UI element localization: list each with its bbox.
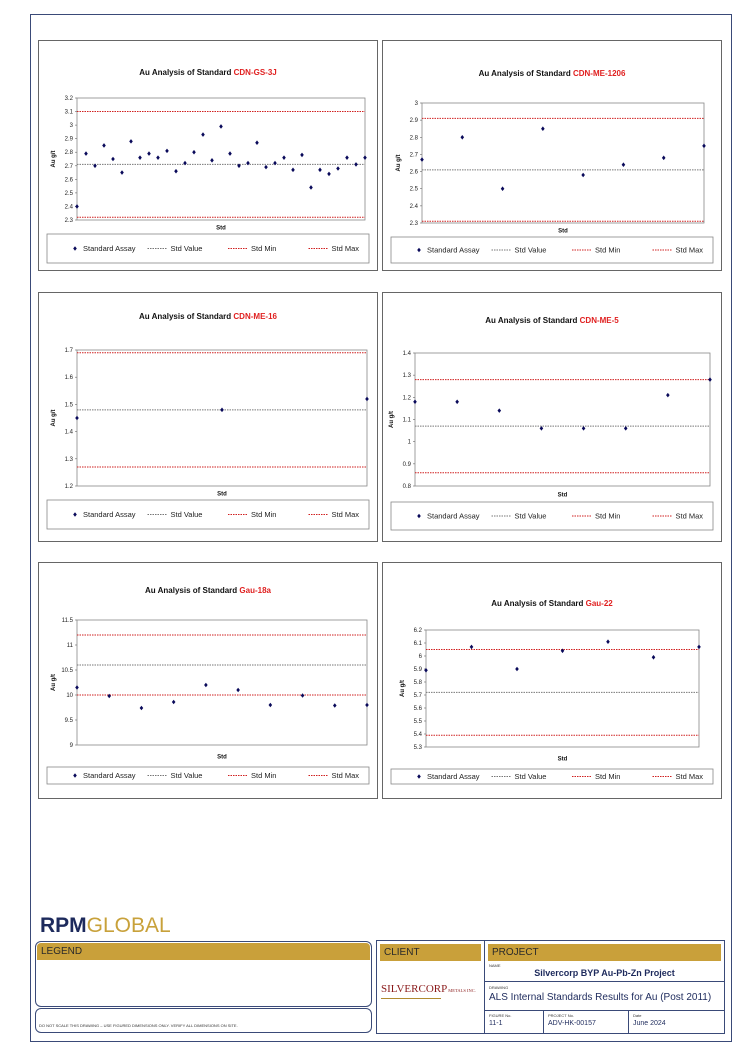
y-tick-label: 2.4 <box>64 204 73 211</box>
y-tick-label: 5.4 <box>413 732 422 738</box>
chart-title-standard: CDN-ME-5 <box>579 316 619 325</box>
legend-label-assay: Standard Assay <box>427 772 480 782</box>
y-tick-label: 6 <box>418 654 422 660</box>
y-tick-label: 1.5 <box>64 402 73 409</box>
y-tick-label: 11.5 <box>61 618 73 624</box>
chart <box>39 563 377 798</box>
plot-area <box>426 630 699 747</box>
legend-label-value: Std Value <box>514 245 547 255</box>
y-tick-label: 5.3 <box>413 745 422 751</box>
y-tick-label: 3.2 <box>64 96 73 102</box>
y-tick-label: 3 <box>414 101 418 107</box>
project-header: PROJECT <box>488 944 721 961</box>
title-block <box>376 940 725 1034</box>
date-value: June 2024 <box>633 1020 666 1027</box>
chart-panel-gau-22 <box>382 562 722 799</box>
y-tick-label: 5.5 <box>413 719 422 725</box>
y-tick-label: 2.7 <box>64 163 73 170</box>
legend-label-assay: Standard Assay <box>83 771 136 781</box>
y-tick-label: 2.3 <box>64 218 73 224</box>
y-axis-label: Au g/t <box>51 409 57 427</box>
legend-box <box>35 941 372 1007</box>
figure-label: FIGURE No. <box>489 1013 512 1018</box>
chart-panel-cdn-gs-3j <box>38 40 378 271</box>
chart-title-standard: CDN-GS-3J <box>233 68 277 77</box>
project-section <box>485 941 724 1033</box>
chart-title-prefix: Au Analysis of Standard <box>139 68 234 77</box>
y-tick-label: 2.5 <box>409 186 418 193</box>
x-axis-label: Std <box>216 225 226 232</box>
y-tick-label: 9 <box>69 743 73 749</box>
silvercorp-logo <box>381 979 476 999</box>
drawing-label: DRAWING <box>489 985 509 990</box>
plot-area <box>422 103 704 223</box>
chart-title <box>479 69 626 78</box>
chart-title-standard: CDN-ME-16 <box>233 312 277 321</box>
logo-text-b: GLOBAL <box>86 914 171 937</box>
logo-underline <box>381 998 441 999</box>
chart <box>39 293 377 541</box>
legend-label-max: Std Max <box>675 245 704 255</box>
legend-label-assay: Standard Assay <box>83 510 136 520</box>
client-header: CLIENT <box>380 944 481 961</box>
y-tick-label: 1.2 <box>402 395 411 402</box>
y-tick-label: 2.7 <box>409 152 418 159</box>
y-tick-label: 2.9 <box>64 136 73 143</box>
plot-area <box>77 98 365 220</box>
legend-label-value: Std Value <box>170 510 203 520</box>
project-number: ADV-HK-00157 <box>548 1020 596 1027</box>
name-label: NAME <box>489 963 501 968</box>
x-axis-label: Std <box>217 754 227 761</box>
y-tick-label: 6.2 <box>413 628 422 634</box>
legend-label-min: Std Min <box>251 771 277 781</box>
legend-label-min: Std Min <box>251 510 277 520</box>
legend-label-min: Std Min <box>595 772 621 782</box>
disclaimer-box <box>35 1008 372 1033</box>
y-axis-label: Au g/t <box>400 680 406 697</box>
y-tick-label: 0.8 <box>402 484 411 490</box>
figure-cell <box>485 1011 544 1034</box>
legend-label-max: Std Max <box>331 244 360 254</box>
rpm-global-logo <box>40 914 171 938</box>
legend-label-max: Std Max <box>331 771 360 781</box>
y-tick-label: 10.5 <box>61 668 73 674</box>
project-name: Silvercorp BYP Au-Pb-Zn Project <box>534 968 675 978</box>
x-axis-label: Std <box>558 228 568 235</box>
chart-title-prefix: Au Analysis of Standard <box>145 586 240 595</box>
chart-title <box>145 586 272 595</box>
chart-title <box>491 599 613 608</box>
legend-label-assay: Standard Assay <box>427 511 480 521</box>
y-tick-label: 5.6 <box>413 706 422 712</box>
client-section <box>377 941 485 1033</box>
y-tick-label: 5.7 <box>413 693 422 699</box>
chart-panel-cdn-me-1206 <box>382 40 722 271</box>
plot-area <box>415 353 710 486</box>
chart-title-prefix: Au Analysis of Standard <box>491 599 586 608</box>
legend-label-max: Std Max <box>675 772 704 782</box>
legend-label-min: Std Min <box>595 245 621 255</box>
client-logo-sub: METALS INC. <box>448 988 476 993</box>
chart-title <box>139 312 278 321</box>
chart <box>383 293 721 541</box>
y-tick-label: 1.6 <box>64 375 73 382</box>
legend-label-value: Std Value <box>514 772 547 782</box>
drawing-title: ALS Internal Standards Results for Au (Post 2011) <box>489 992 712 1003</box>
chart-panel-cdn-me-16 <box>38 292 378 542</box>
legend-label-min: Std Min <box>595 511 621 521</box>
project-number-label: PROJECT No. <box>548 1013 574 1018</box>
chart-panel-cdn-me-5 <box>382 292 722 542</box>
legend-label-value: Std Value <box>170 244 203 254</box>
y-tick-label: 5.9 <box>413 667 422 673</box>
y-tick-label: 6.1 <box>413 641 422 647</box>
y-tick-label: 9.5 <box>64 718 73 724</box>
y-tick-label: 2.5 <box>64 190 73 197</box>
y-axis-label: Au g/t <box>51 674 57 691</box>
chart-title-standard: Gau-22 <box>585 599 613 608</box>
y-tick-label: 2.6 <box>64 177 73 184</box>
chart-title-prefix: Au Analysis of Standard <box>485 316 580 325</box>
y-tick-label: 1 <box>407 439 411 446</box>
y-axis-label: Au g/t <box>51 150 57 168</box>
x-axis-label: Std <box>217 491 227 498</box>
y-tick-label: 1.2 <box>64 484 73 490</box>
plot-area <box>77 620 367 745</box>
figure-number: 11-1 <box>489 1020 503 1027</box>
y-tick-label: 1.3 <box>64 456 73 463</box>
date-cell <box>629 1011 724 1034</box>
legend-label-max: Std Max <box>331 510 360 520</box>
drawing-cell <box>485 981 724 1010</box>
y-tick-label: 2.9 <box>409 118 418 125</box>
legend-label-value: Std Value <box>514 511 547 521</box>
chart-title-prefix: Au Analysis of Standard <box>139 312 234 321</box>
y-tick-label: 1.7 <box>64 348 73 354</box>
chart-title-standard: Gau-18a <box>239 586 271 595</box>
chart <box>39 41 377 270</box>
chart-title-prefix: Au Analysis of Standard <box>478 69 573 78</box>
y-tick-label: 2.3 <box>409 221 418 227</box>
y-tick-label: 2.8 <box>64 150 73 157</box>
x-axis-label: Std <box>557 756 568 763</box>
chart-title <box>139 68 277 77</box>
logo-text-a: RPM <box>40 914 87 937</box>
y-tick-label: 2.8 <box>409 135 418 142</box>
y-tick-label: 10 <box>66 693 73 699</box>
legend-label-assay: Standard Assay <box>427 245 480 255</box>
chart <box>383 41 721 270</box>
chart-title-standard: CDN-ME-1206 <box>572 69 626 78</box>
y-tick-label: 2.6 <box>409 169 418 176</box>
y-tick-label: 1.4 <box>64 429 73 436</box>
y-tick-label: 1.3 <box>402 373 411 380</box>
y-tick-label: 0.9 <box>402 461 411 468</box>
y-tick-label: 1.4 <box>402 351 411 357</box>
disclaimer-text: DO NOT SCALE THIS DRAWING – USE FIGURED DIMENSIONS ONLY. VERIFY ALL DIMENSIONS ON SITE. <box>39 1023 238 1028</box>
y-tick-label: 5.8 <box>413 680 422 686</box>
legend-label-value: Std Value <box>170 771 203 781</box>
client-logo-text: SILVERCORP <box>381 983 448 995</box>
y-tick-label: 3.1 <box>64 109 73 116</box>
legend-label-max: Std Max <box>675 511 704 521</box>
y-tick-label: 11 <box>66 643 73 649</box>
info-row <box>485 1010 724 1034</box>
y-tick-label: 2.4 <box>409 203 418 210</box>
legend-header: LEGEND <box>37 943 370 960</box>
y-tick-label: 1.1 <box>402 417 411 424</box>
y-tick-label: 3 <box>69 123 73 130</box>
y-axis-label: Au g/t <box>389 411 395 428</box>
legend-label-min: Std Min <box>251 244 277 254</box>
y-axis-label: Au g/t <box>396 154 402 172</box>
chart-title <box>485 316 619 325</box>
legend-label-assay: Standard Assay <box>83 244 136 254</box>
chart-panel-gau-18a <box>38 562 378 799</box>
x-axis-label: Std <box>557 492 568 499</box>
plot-area <box>77 350 367 486</box>
project-number-cell <box>544 1011 629 1034</box>
chart <box>383 563 721 798</box>
date-label: Date <box>633 1013 642 1018</box>
